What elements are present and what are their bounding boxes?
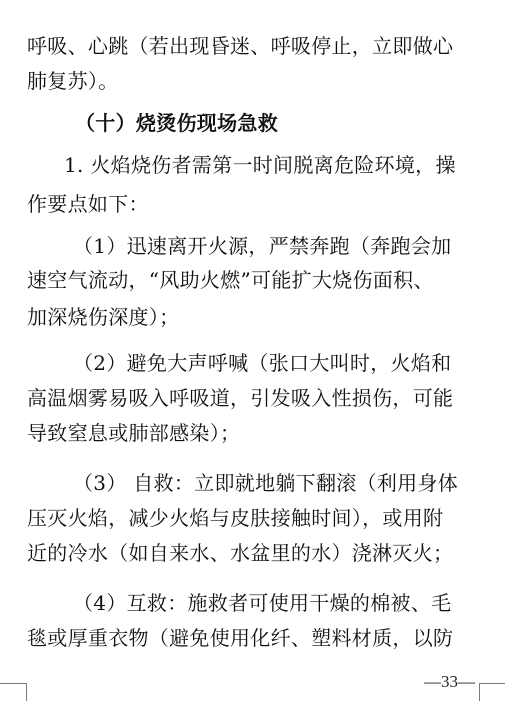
text-line: 导致窒息或肺部感染）； [27, 421, 241, 445]
text-line: 肺复苏）。 [27, 69, 119, 93]
crop-mark-vertical-left [26, 683, 27, 701]
page-number: —33— [424, 672, 475, 691]
list-item-first-line: （1）迅速离开火源，严禁奔跑（奔跑会加 [73, 234, 452, 258]
list-item-first-line: （2）避免大声呼喊（张口大叫时，火焰和 [73, 351, 452, 375]
section-heading: （十）烧烫伤现场急救 [75, 111, 278, 135]
text-line: 毯或厚重衣物（避免使用化纤、塑料材质，以防 [27, 626, 454, 650]
text-line: 作要点如下： [27, 192, 149, 216]
list-item-first-line: （3） 自救：立即就地躺下翻滚（利用身体 [73, 471, 459, 495]
crop-mark-horizontal-left [0, 683, 26, 684]
text-line: 加深烧伤深度）； [27, 305, 180, 329]
text-line: 呼吸、心跳（若出现昏迷、呼吸停止，立即做心 [27, 34, 454, 58]
text-line: 高温烟雾易吸入呼吸道，引发吸入性损伤，可能 [27, 386, 454, 410]
crop-mark-vertical-right [479, 683, 480, 701]
text-line: 速空气流动，“风助火燃”可能扩大烧伤面积、 [27, 268, 434, 292]
crop-mark-horizontal-right [479, 683, 505, 684]
text-line: 压灭火焰，减少火焰与皮肤接触时间），或用附 [27, 506, 444, 530]
list-item-first-line: （4）互救：施救者可使用干燥的棉被、毛 [73, 591, 452, 615]
paragraph-first-line: 1. 火焰烧伤者需第一时间脱离危险环境，操 [64, 153, 456, 177]
text-line: 近的冷水（如自来水、水盆里的水）浇淋灭火； [27, 541, 454, 565]
